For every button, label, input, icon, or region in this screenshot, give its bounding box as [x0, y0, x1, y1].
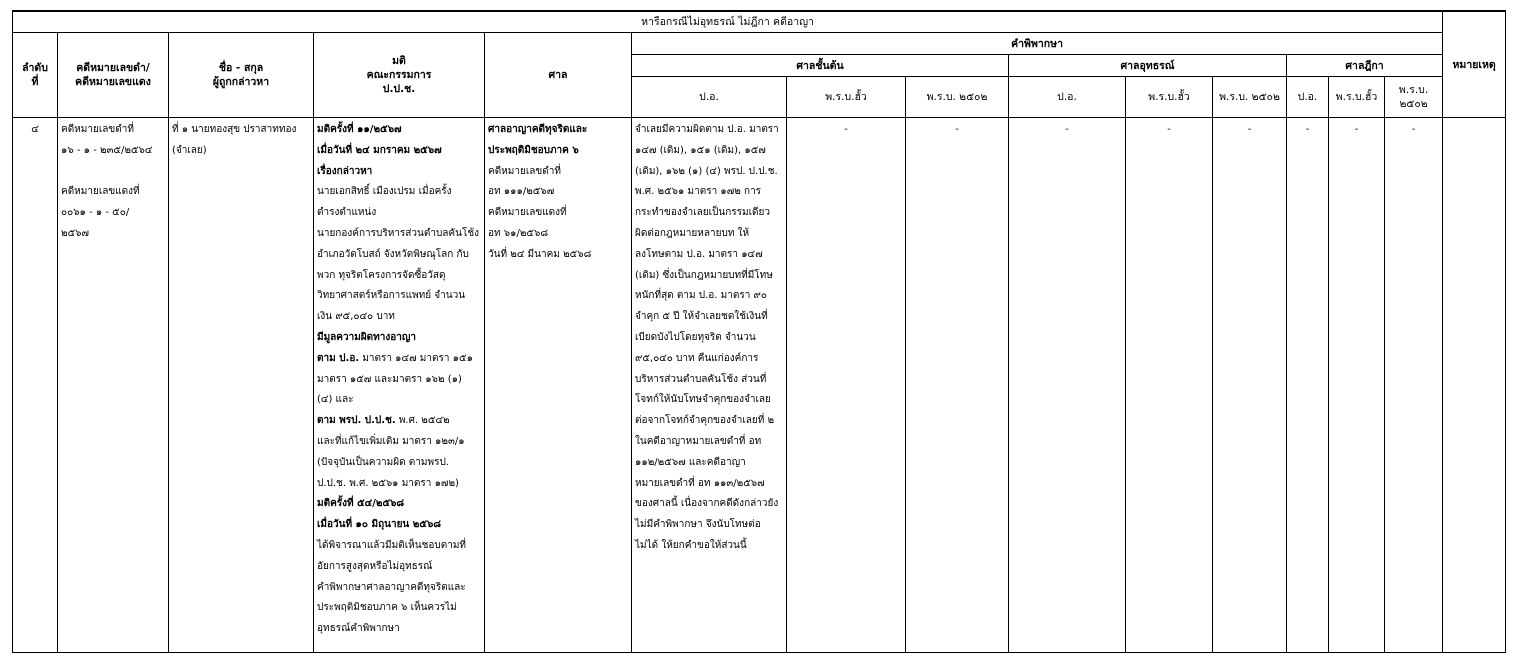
header-case-line: คดีหมายเลขดำ/ [76, 62, 150, 74]
resolution-line: อุทธรณ์คำพิพากษา [317, 623, 400, 635]
judgment-line: (เดิม), ๑๖๒ (๑) (๔) พรป. ป.ป.ช. [635, 165, 778, 177]
case-number-line [61, 162, 165, 183]
resolution-line: อัยการสูงสุดหรือไม่อุทธรณ์ [317, 560, 433, 572]
header-supreme-prb-line: พ.ร.บ. [1398, 84, 1429, 96]
judgment-line: ๑๔๗ (เดิม), ๑๕๑ (เดิม), ๑๕๗ [635, 144, 766, 156]
resolution-line: ประพฤติมิชอบภาค ๖ เห็นควรไม่ [317, 602, 457, 614]
header-supreme-prb-old: พ.ร.บ.ฮั้ว [1329, 77, 1385, 118]
resolution-line: มติครั้งที่ ๕๔/๒๕๖๘ [317, 498, 405, 510]
court-line: คดีหมายเลขดำที่ [488, 165, 561, 177]
resolution-line: เงิน ๙๕,๐๔๐ บาท [317, 311, 395, 323]
judgment-line: กระทำของจำเลยเป็นกรรมเดียว [635, 207, 770, 219]
row-appeal-prb-2502: - [1213, 118, 1287, 653]
case-number-line: คดีหมายเลขดำที่ [61, 124, 134, 135]
header-appeal-court: ศาลอุทธรณ์ [1009, 55, 1287, 77]
resolution-line: วิทยาศาสตร์หรือการแพทย์ จำนวน [317, 290, 466, 302]
judgment-line: ๑๑๒/๒๕๖๗ และคดีอาญา [635, 456, 746, 468]
header-supreme-court: ศาลฎีกา [1287, 55, 1443, 77]
court-line: ประพฤติมิชอบภาค ๖ [488, 144, 579, 156]
header-first-court: ศาลชั้นต้น [632, 55, 1009, 77]
judgment-line: (เดิม) ซึ่งเป็นกฎหมายบทที่มีโทษ [635, 269, 773, 281]
row-remark [1443, 118, 1506, 653]
judgment-line: หนักที่สุด ตาม ป.อ. มาตรา ๙๐ [635, 290, 767, 302]
court-line: อท ๖๑/๒๕๖๘ [488, 227, 549, 239]
header-appeal-prb-old: พ.ร.บ.ฮั้ว [1126, 77, 1213, 118]
case-number-line: ๒๕๖๗ [61, 227, 90, 239]
judgment-line: ต่อจากโจทก์จำคุกของจำเลยที่ ๒ [635, 415, 775, 427]
row-first-prb-2502: - [906, 118, 1009, 653]
resolution-line: พวก ทุจริตโครงการจัดซื้อวัสดุ [317, 269, 446, 281]
header-resolution [314, 33, 485, 118]
table-title: หารือกรณีไม่อุทธรณ์ ไม่ฎีกา คดีอาญา [13, 11, 1443, 33]
case-table-sheet [12, 10, 1505, 660]
row-supreme-prb-old: - [1329, 118, 1385, 653]
row-appeal-prb-old: - [1126, 118, 1213, 653]
header-supreme-prb-2502 [1385, 77, 1443, 118]
resolution-line: ดำรงตำแหน่ง [317, 207, 377, 219]
row-first-prb-old: - [787, 118, 906, 653]
resolution-line: นายกองค์การบริหารส่วนตำบลคันโช้ง [317, 227, 479, 239]
row-appeal-po: - [1009, 118, 1126, 653]
judgment-line: ไม่ได้ ให้ยกคำขอให้ส่วนนี้ [635, 539, 747, 551]
judgment-line: ไม่มีคำพิพากษา จึงนับโทษต่อ [635, 519, 761, 531]
judgment-line: พ.ศ. ๒๕๖๑ มาตรา ๑๗๒ การ [635, 186, 762, 198]
judgment-line: เบียดบังไปโดยทุจริต จำนวน [635, 331, 756, 343]
case-number-line: ๐๐๖๑ - ๑ - ๕๐/ [61, 207, 130, 219]
header-resolution-line: ป.ป.ช. [382, 83, 416, 95]
header-supreme-po: ป.อ. [1287, 77, 1329, 118]
resolution-line: ได้พิจารณาแล้วมีมติเห็นชอบตามที่ [317, 539, 466, 551]
header-judgment: คำพิพากษา [632, 33, 1443, 55]
resolution-line: (๔) และ [317, 394, 354, 406]
header-name [169, 33, 314, 118]
header-court: ศาล [485, 33, 632, 118]
header-appeal-po: ป.อ. [1009, 77, 1126, 118]
judgment-line: ของศาลนี้ เนื่องจากคดีดังกล่าวยัง [635, 498, 779, 510]
header-name-line: ผู้ถูกกล่าวหา [212, 76, 270, 88]
court-line: วันที่ ๒๔ มีนาคม ๒๕๖๘ [488, 248, 592, 260]
row-resolution [314, 118, 485, 653]
header-first-prb-2502: พ.ร.บ. ๒๕๐๒ [906, 77, 1009, 118]
court-line: อท ๑๑๑/๒๕๖๗ [488, 186, 555, 198]
header-first-prb-old: พ.ร.บ.ฮั้ว [787, 77, 906, 118]
judgment-line: ๙๕,๐๔๐ บาท คืนแก่องค์การ [635, 352, 759, 364]
resolution-line: และที่แก้ไขเพิ่มเติม มาตรา ๑๒๓/๑ [317, 435, 465, 447]
row-case-numbers [58, 118, 169, 653]
header-order-line: ที่ [31, 76, 39, 88]
resolution-line: เมื่อวันที่ ๑๐ มิถุนายน ๒๕๖๘ [317, 519, 441, 531]
case-number-line: ๑๖ - ๑ - ๒๓๕/๒๕๖๔ [61, 144, 153, 156]
resolution-line: นายเอกสิทธิ์ เมืองเปรม เมื่อครั้ง [317, 186, 452, 198]
header-resolution-line: มติ [392, 55, 406, 67]
header-name-line: ชื่อ - สกุล [218, 62, 264, 74]
row-court [485, 118, 632, 653]
case-table [12, 10, 1506, 653]
court-line: ศาลอาญาคดีทุจริตและ [488, 124, 588, 135]
header-order [13, 33, 58, 118]
judgment-line: ลงโทษตาม ป.อ. มาตรา ๑๔๗ [635, 248, 763, 260]
resolution-line: ป.ป.ช. พ.ศ. ๒๕๖๑ มาตรา ๑๗๒) [317, 477, 459, 489]
judgment-line: ในคดีอาญาหมายเลขดำที่ อท [635, 435, 762, 447]
header-supreme-prb-line: ๒๕๐๒ [1399, 98, 1428, 110]
header-case-number [58, 33, 169, 118]
judgment-line: จำเลยมีความผิดตาม ป.อ. มาตรา [635, 124, 779, 135]
judgment-line: หมายเลขดำที่ อท ๑๑๓/๒๕๖๗ [635, 477, 765, 489]
judgment-line: จำคุก ๕ ปี ให้จำเลยชดใช้เงินที่ [635, 311, 768, 323]
header-appeal-prb-2502: พ.ร.บ. ๒๕๐๒ [1213, 77, 1287, 118]
resolution-line: มาตรา ๑๕๗ และมาตรา ๑๖๒ (๑) [317, 373, 462, 385]
resolution-line: มติครั้งที่ ๑๑/๒๕๖๗ [317, 124, 402, 135]
header-order-line: ลำดับ [22, 62, 48, 74]
row-supreme-prb-2502: - [1385, 118, 1443, 653]
resolution-line: เมื่อวันที่ ๒๔ มกราคม ๒๕๖๗ [317, 144, 442, 156]
resolution-line: เรื่องกล่าวหา [317, 165, 373, 177]
header-remark: หมายเหตุ [1443, 11, 1506, 118]
header-case-line: คดีหมายเลขแดง [75, 76, 151, 88]
table-row [13, 118, 1506, 653]
judgment-line: ผิดต่อกฎหมายหลายบท ให้ [635, 227, 750, 239]
resolution-line: คำพิพากษาศาลอาญาคดีทุจริตและ [317, 581, 466, 593]
row-judgment-first-po [632, 118, 787, 653]
judgment-line: โจทก์ให้นับโทษจำคุกของจำเลย [635, 394, 771, 406]
court-line: คดีหมายเลขแดงที่ [488, 207, 567, 219]
resolution-line: ตาม พรป. ป.ป.ช. พ.ศ. ๒๕๔๒ [317, 415, 450, 427]
row-names [169, 118, 314, 653]
header-first-po: ป.อ. [632, 77, 787, 118]
name-line: (จำเลย) [172, 144, 207, 156]
header-resolution-line: คณะกรรมการ [366, 69, 432, 81]
row-supreme-po: - [1287, 118, 1329, 653]
resolution-line: ตาม ป.อ. มาตรา ๑๔๗ มาตรา ๑๕๑ [317, 352, 473, 364]
resolution-line: มีมูลความผิดทางอาญา [317, 331, 417, 343]
judgment-line: บริหารส่วนตำบลคันโช้ง ส่วนที่ [635, 373, 767, 385]
row-order: ๔ [13, 118, 58, 653]
resolution-line: (ปัจจุบันเป็นความผิด ตามพรป. [317, 456, 449, 468]
name-line: ที่ ๑ นายทองสุข ปราสาททอง [172, 124, 297, 135]
resolution-line: อำเภอวัดโบสถ์ จังหวัดพิษณุโลก กับ [317, 248, 469, 260]
case-number-line: คดีหมายเลขแดงที่ [61, 186, 140, 198]
